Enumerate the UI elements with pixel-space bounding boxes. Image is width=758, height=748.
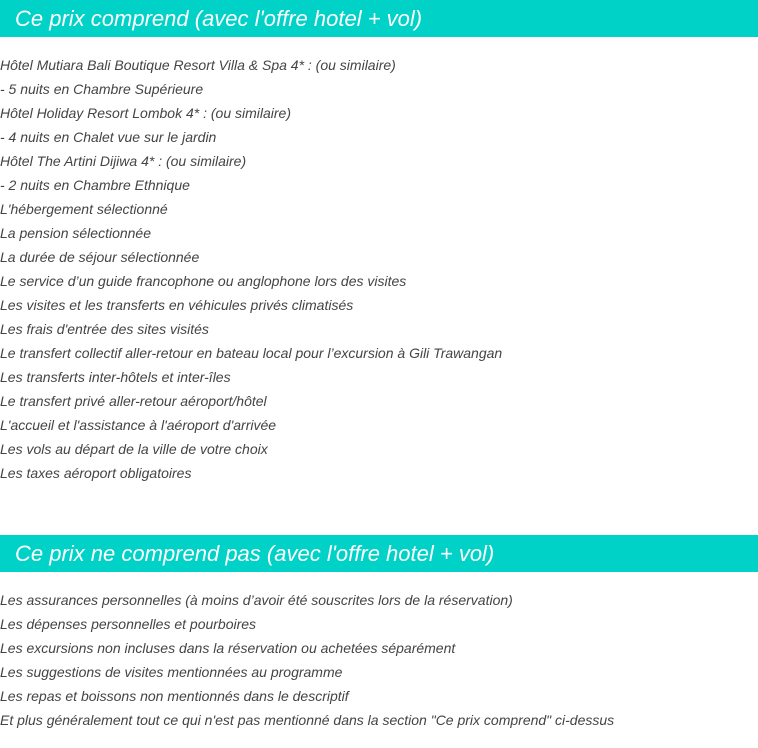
includes-item: - 2 nuits en Chambre Ethnique [0,177,190,193]
includes-item: Le transfert collectif aller-retour en bateau local pour l’excursion à Gili Trawangan [0,345,503,361]
includes-item: L'accueil et l'assistance à l'aéroport d'arrivée [0,417,277,433]
includes-item: Hôtel The Artini Dijiwa 4* : (ou similaire) [0,153,247,169]
includes-item: Hôtel Mutiara Bali Boutique Resort Villa & Spa 4* : (ou similaire) [0,57,396,73]
includes-item: Les transferts inter-hôtels et inter-îles [0,369,231,385]
includes-list [0,53,502,485]
excludes-item: Les excursions non incluses dans la réservation ou achetées séparément [0,640,456,656]
excludes-list [0,588,614,732]
includes-item: Le transfert privé aller-retour aéroport/hôtel [0,393,267,409]
excludes-item: Les assurances personnelles (à moins d’avoir été souscrites lors de la réservation) [0,592,513,608]
includes-item: La durée de séjour sélectionnée [0,249,200,265]
includes-item: - 5 nuits en Chambre Supérieure [0,81,204,97]
excludes-item: Les suggestions de visites mentionnées au programme [0,664,343,680]
includes-item: Les visites et les transferts en véhicules privés climatisés [0,297,354,313]
excludes-item: Et plus généralement tout ce qui n'est pas mentionné dans la section "Ce prix comprend" ci-dessus [0,712,615,728]
excludes-title: Ce prix ne comprend pas (avec l'offre hotel + vol) [15,541,495,566]
excludes-item: Les repas et boissons non mentionnés dans le descriptif [0,688,349,704]
includes-item: - 4 nuits en Chalet vue sur le jardin [0,129,217,145]
includes-title: Ce prix comprend (avec l'offre hotel + vol) [15,6,423,31]
includes-item: Le service d’un guide francophone ou anglophone lors des visites [0,273,407,289]
includes-item: L'hébergement sélectionné [0,201,168,217]
includes-item: Hôtel Holiday Resort Lombok 4* : (ou similaire) [0,105,291,121]
includes-banner [0,0,758,37]
includes-item: Les frais d'entrée des sites visités [0,321,209,337]
includes-item: La pension sélectionnée [0,225,152,241]
includes-item: Les taxes aéroport obligatoires [0,465,192,481]
includes-item: Les vols au départ de la ville de votre choix [0,441,268,457]
excludes-item: Les dépenses personnelles et pourboires [0,616,257,632]
excludes-banner [0,535,758,572]
